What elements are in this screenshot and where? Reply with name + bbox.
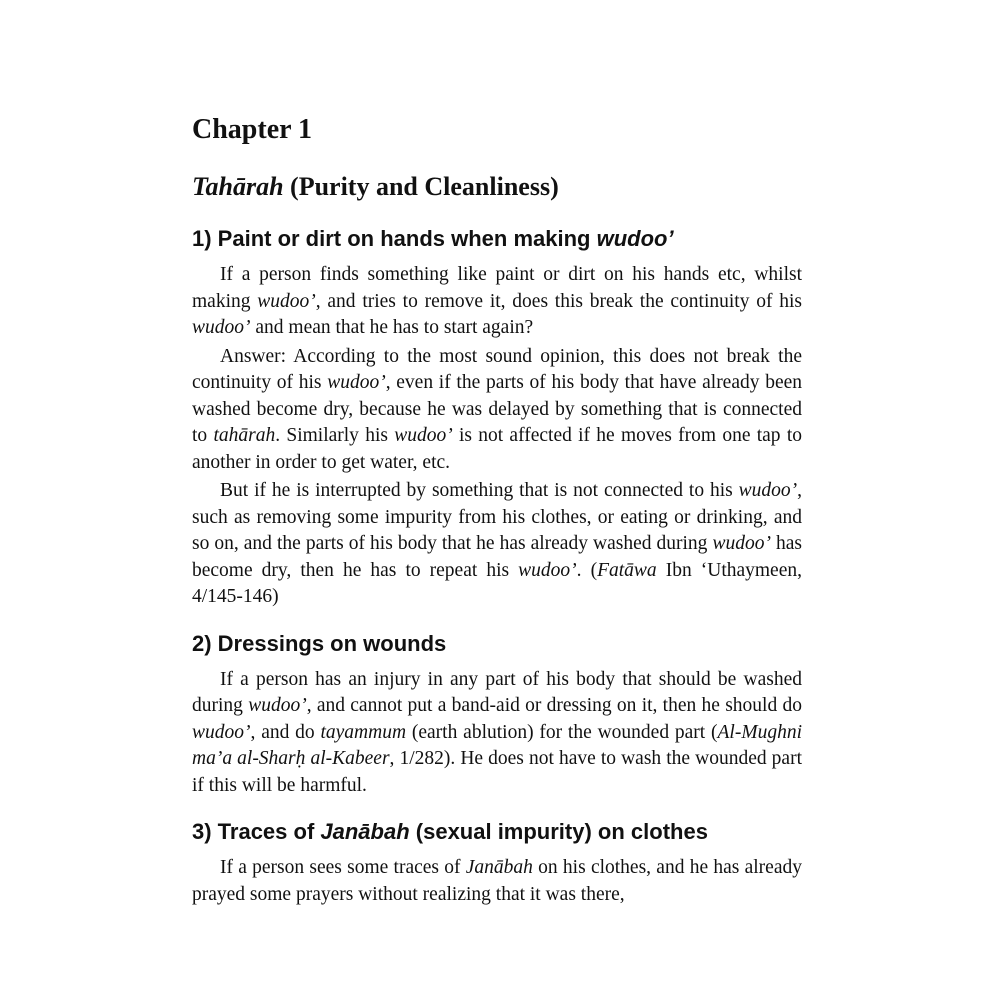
text-run: If a person finds something like paint or dirt on his hands etc, whilst making bbox=[192, 264, 802, 312]
text-run: (earth ablution) for the wounded part ( bbox=[406, 721, 718, 743]
text-run: has become dry, then he has to repeat his bbox=[192, 533, 802, 581]
question-3-paragraph-1 bbox=[192, 855, 802, 908]
italic-term: wudoo’ bbox=[518, 559, 577, 581]
section-title bbox=[192, 170, 802, 204]
italic-term: tahārah bbox=[213, 425, 276, 446]
italic-term: Janābah bbox=[465, 857, 533, 878]
question-2-paragraph-1 bbox=[192, 667, 802, 800]
question-1-paragraph-3 bbox=[192, 478, 802, 611]
question-1-heading-italic: wudoo’ bbox=[596, 226, 674, 251]
text-run: , and cannot put a band-aid or dressing on it, then he should do bbox=[306, 695, 802, 716]
text-run: , even if the parts of his body that have already been washed become dry, because he was delayed by something that is connected to bbox=[192, 372, 803, 446]
section-title-rest: (Purity and Cleanliness) bbox=[283, 172, 559, 201]
question-2-heading: 2) Dressings on wounds bbox=[192, 630, 447, 656]
italic-term: wudoo’ bbox=[712, 533, 771, 554]
text-run: on his clothes, and he has already prayed some prayers without realizing that it was there, bbox=[192, 857, 802, 905]
question-1-heading-text: 1) Paint or dirt on hands when making bbox=[192, 226, 597, 251]
question-1-paragraph-1 bbox=[192, 262, 802, 342]
chapter-title: Chapter 1 bbox=[192, 114, 313, 145]
italic-term: Fatāwa bbox=[597, 559, 657, 581]
text-run: But if he is interrupted by something that is not connected to his bbox=[220, 480, 739, 501]
italic-term: wudoo’ bbox=[394, 425, 453, 446]
question-3-heading-pre: 3) Traces of bbox=[192, 819, 321, 844]
question-1-paragraph-2 bbox=[192, 344, 802, 477]
question-3-heading bbox=[192, 817, 802, 847]
text-run: Answer: According to the most sound opinion, this does not break the continuity of his bbox=[192, 345, 802, 393]
text-run: is not affected if he moves from one tap to another in order to get water, etc. bbox=[192, 425, 802, 473]
text-run: Ibn ‘Uthaymeen, 4/145-146) bbox=[192, 559, 802, 607]
text-run: . Similarly his bbox=[275, 425, 395, 446]
text-run: If a person has an injury in any part of his body that should be washed during bbox=[192, 668, 802, 716]
italic-term: wudoo’ bbox=[248, 695, 307, 716]
italic-term: wudoo’ bbox=[192, 721, 251, 743]
italic-term: tayammum bbox=[320, 721, 407, 743]
italic-term: wudoo’ bbox=[738, 480, 798, 501]
text-run: . ( bbox=[576, 559, 598, 581]
question-3-heading-italic: Janābah bbox=[320, 819, 410, 844]
question-3-heading-post: (sexual impurity) on clothes bbox=[409, 819, 708, 844]
text-run: , 1/282). He does not have to wash the wounded part if this will be harmful. bbox=[192, 748, 802, 796]
italic-term: wudoo’ bbox=[192, 317, 251, 338]
section-title-italic: Tahārah bbox=[192, 172, 284, 201]
question-1-heading bbox=[192, 224, 802, 254]
text-run: , such as removing some impurity from his clothes, or eating or drinking, and so on, and the parts of his body that he has already washed during bbox=[192, 480, 802, 554]
text-run: , and do bbox=[250, 721, 321, 743]
text-run: and mean that he has to start again? bbox=[250, 317, 534, 338]
book-page bbox=[192, 112, 802, 908]
italic-term: wudoo’ bbox=[327, 372, 386, 393]
italic-term: Al-Mughni ma’a al-Sharḥ al-Kabeer bbox=[192, 721, 802, 769]
italic-term: wudoo’ bbox=[257, 290, 316, 312]
text-run: , and tries to remove it, does this break the continuity of his bbox=[315, 290, 802, 312]
text-run: If a person sees some traces of bbox=[220, 857, 466, 878]
